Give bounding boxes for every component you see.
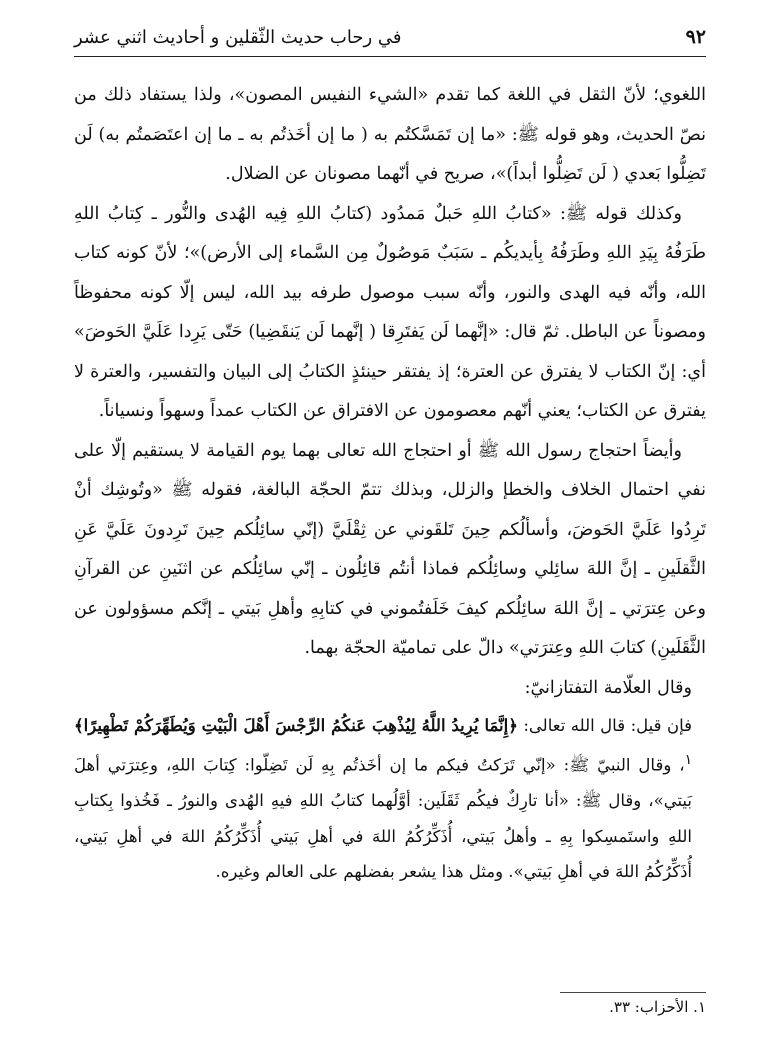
page-number: ٩٢ [685, 26, 706, 48]
quran-verse: ﴿إِنَّمَا يُرِيدُ اللَّهُ لِيُذْهِبَ عَنكُمُ الرِّجْسَ أَهْلَ الْبَيْتِ وَيُطَهِّرَكُمْ تَطْهِيرًا﴾ [74, 715, 518, 735]
footnote-rule [560, 992, 706, 993]
quote-text: ، وقال النبيّ ﷺ: «إنّي تَرَكتُ فيكم ما إن أخَذتُم بِهِ لَن تَضِلّوا: كِتابَ اللهِ، وعِترَتي أهلَ بَيتي»، وقال ﷺ: «أنا تارِكٌ فيكُم ثَقَلَين: أوَّلُهما كتابُ اللهِ فيهِ الهُدى والنورُ ـ فَخُذوا بِكتابِ اللهِ واستَمسِكوا بِهِ ـ وأهلُ بَيتي، أُذَكِّرُكُمُ اللهَ في أهلِ بَيتي أُذَكِّرُكُمُ اللهَ في أهلِ بَيتي، أُذَكِّرُكُمُ اللهَ في أهلِ بَيتي». ومثل هذا يشعر بفضلهم على العالم وغيره. [74, 755, 692, 881]
block-quote [74, 708, 706, 890]
paragraph: اللغوي؛ لأنّ الثقل في اللغة كما تقدم «الشيء النفيس المصون»، ولذا يستفاد ذلك من نصّ الحديث، وهو قوله ﷺ: «ما إن تَمَسَّكتُم به ( ما إن أخَذتُم به ـ ما إن اعتَصَمتُم به) لَن تَضِلُّوا بَعدي ( لَن تَضِلُّوا أبداً)»، صريح في أنّهما مصونان عن الضلال. [74, 85, 706, 184]
quote-intro: وقال العلّامة التفتازانيّ: [524, 677, 692, 698]
quote-lead: فإن قيل: قال الله تعالى: [517, 715, 693, 735]
paragraph: وأيضاً احتجاج رسول الله ﷺ أو احتجاج الله تعالى بهما يوم القيامة لا يستقيم إلّا على نفي احتمال الخلاف والخطإ والزلل، وبذلك تتمّ الحجّة البالغة، فقوله ﷺ «وتُوشِك أنْ تَرِدُوا عَلَيَّ الحَوضَ، وأسألُكم حِينَ تَلقَوني عن ثِقْلَيَّ (إنّي سائِلُكم حِينَ تَرِدونَ عَلَيَّ عَنِ الثَّقلَينِ ـ إنَّ اللهَ سائِلي وسائِلُكم فماذا أنتُم قائِلُون ـ إنّي سائِلُكم عن اثنَينِ عن القرآنِ وعن عِترَتي ـ إنَّ اللهَ سائِلُكم كيفَ خَلَفتُموني في كتابِهِ وأهلِ بَيتي ـ إنَّكم مسؤولون عن الثَّقَلَينِ) كتابَ اللهِ وعِترَتي» دالّ على تماميّة الحجّة بهما. [74, 440, 706, 658]
main-text [74, 76, 706, 890]
running-title: في رحاب حديث الثّقلين و أحاديث اثني عشر [74, 26, 402, 48]
paragraph: وكذلك قوله ﷺ: «كتابُ اللهِ حَبلٌ مَمدُود (كتابُ اللهِ فِيه الهُدى والنُّور ـ كِتابُ اللهِ طَرَفُهُ بِيَدِ اللهِ وطَرَفُهُ بِأيديكُم ـ سَبَبٌ مَوصُولٌ مِن السَّماء إلى الأرض)»؛ لأنّ كونه كتاب الله، وأنّه فيه الهدى والنور، وأنّه سبب موصول طرفه بيد الله، ليس إلّا كونه محفوظاً ومصوناً عن الباطل. ثمّ قال: «إنَّهما لَن يَفتَرِقا ( إنَّهما لَن يَنقَضِيا) حَتّى يَرِدا عَلَيَّ الحَوضَ» أي: إنّ الكتاب لا يفترق عن العترة؛ إذ يفتقر حينئذٍ الكتابُ إلى البيان والتفسير، والعترة لا يفترق عن الكتاب؛ يعني أنّهم معصومون عن الافتراق عن الكتاب عمداً وسهواً ونسياناً. [74, 203, 706, 421]
header-rule [74, 56, 706, 57]
footnote-marker: ١ [684, 752, 692, 768]
footnote: ١. الأحزاب: ٣٣. [609, 998, 706, 1016]
page-header [74, 22, 706, 52]
